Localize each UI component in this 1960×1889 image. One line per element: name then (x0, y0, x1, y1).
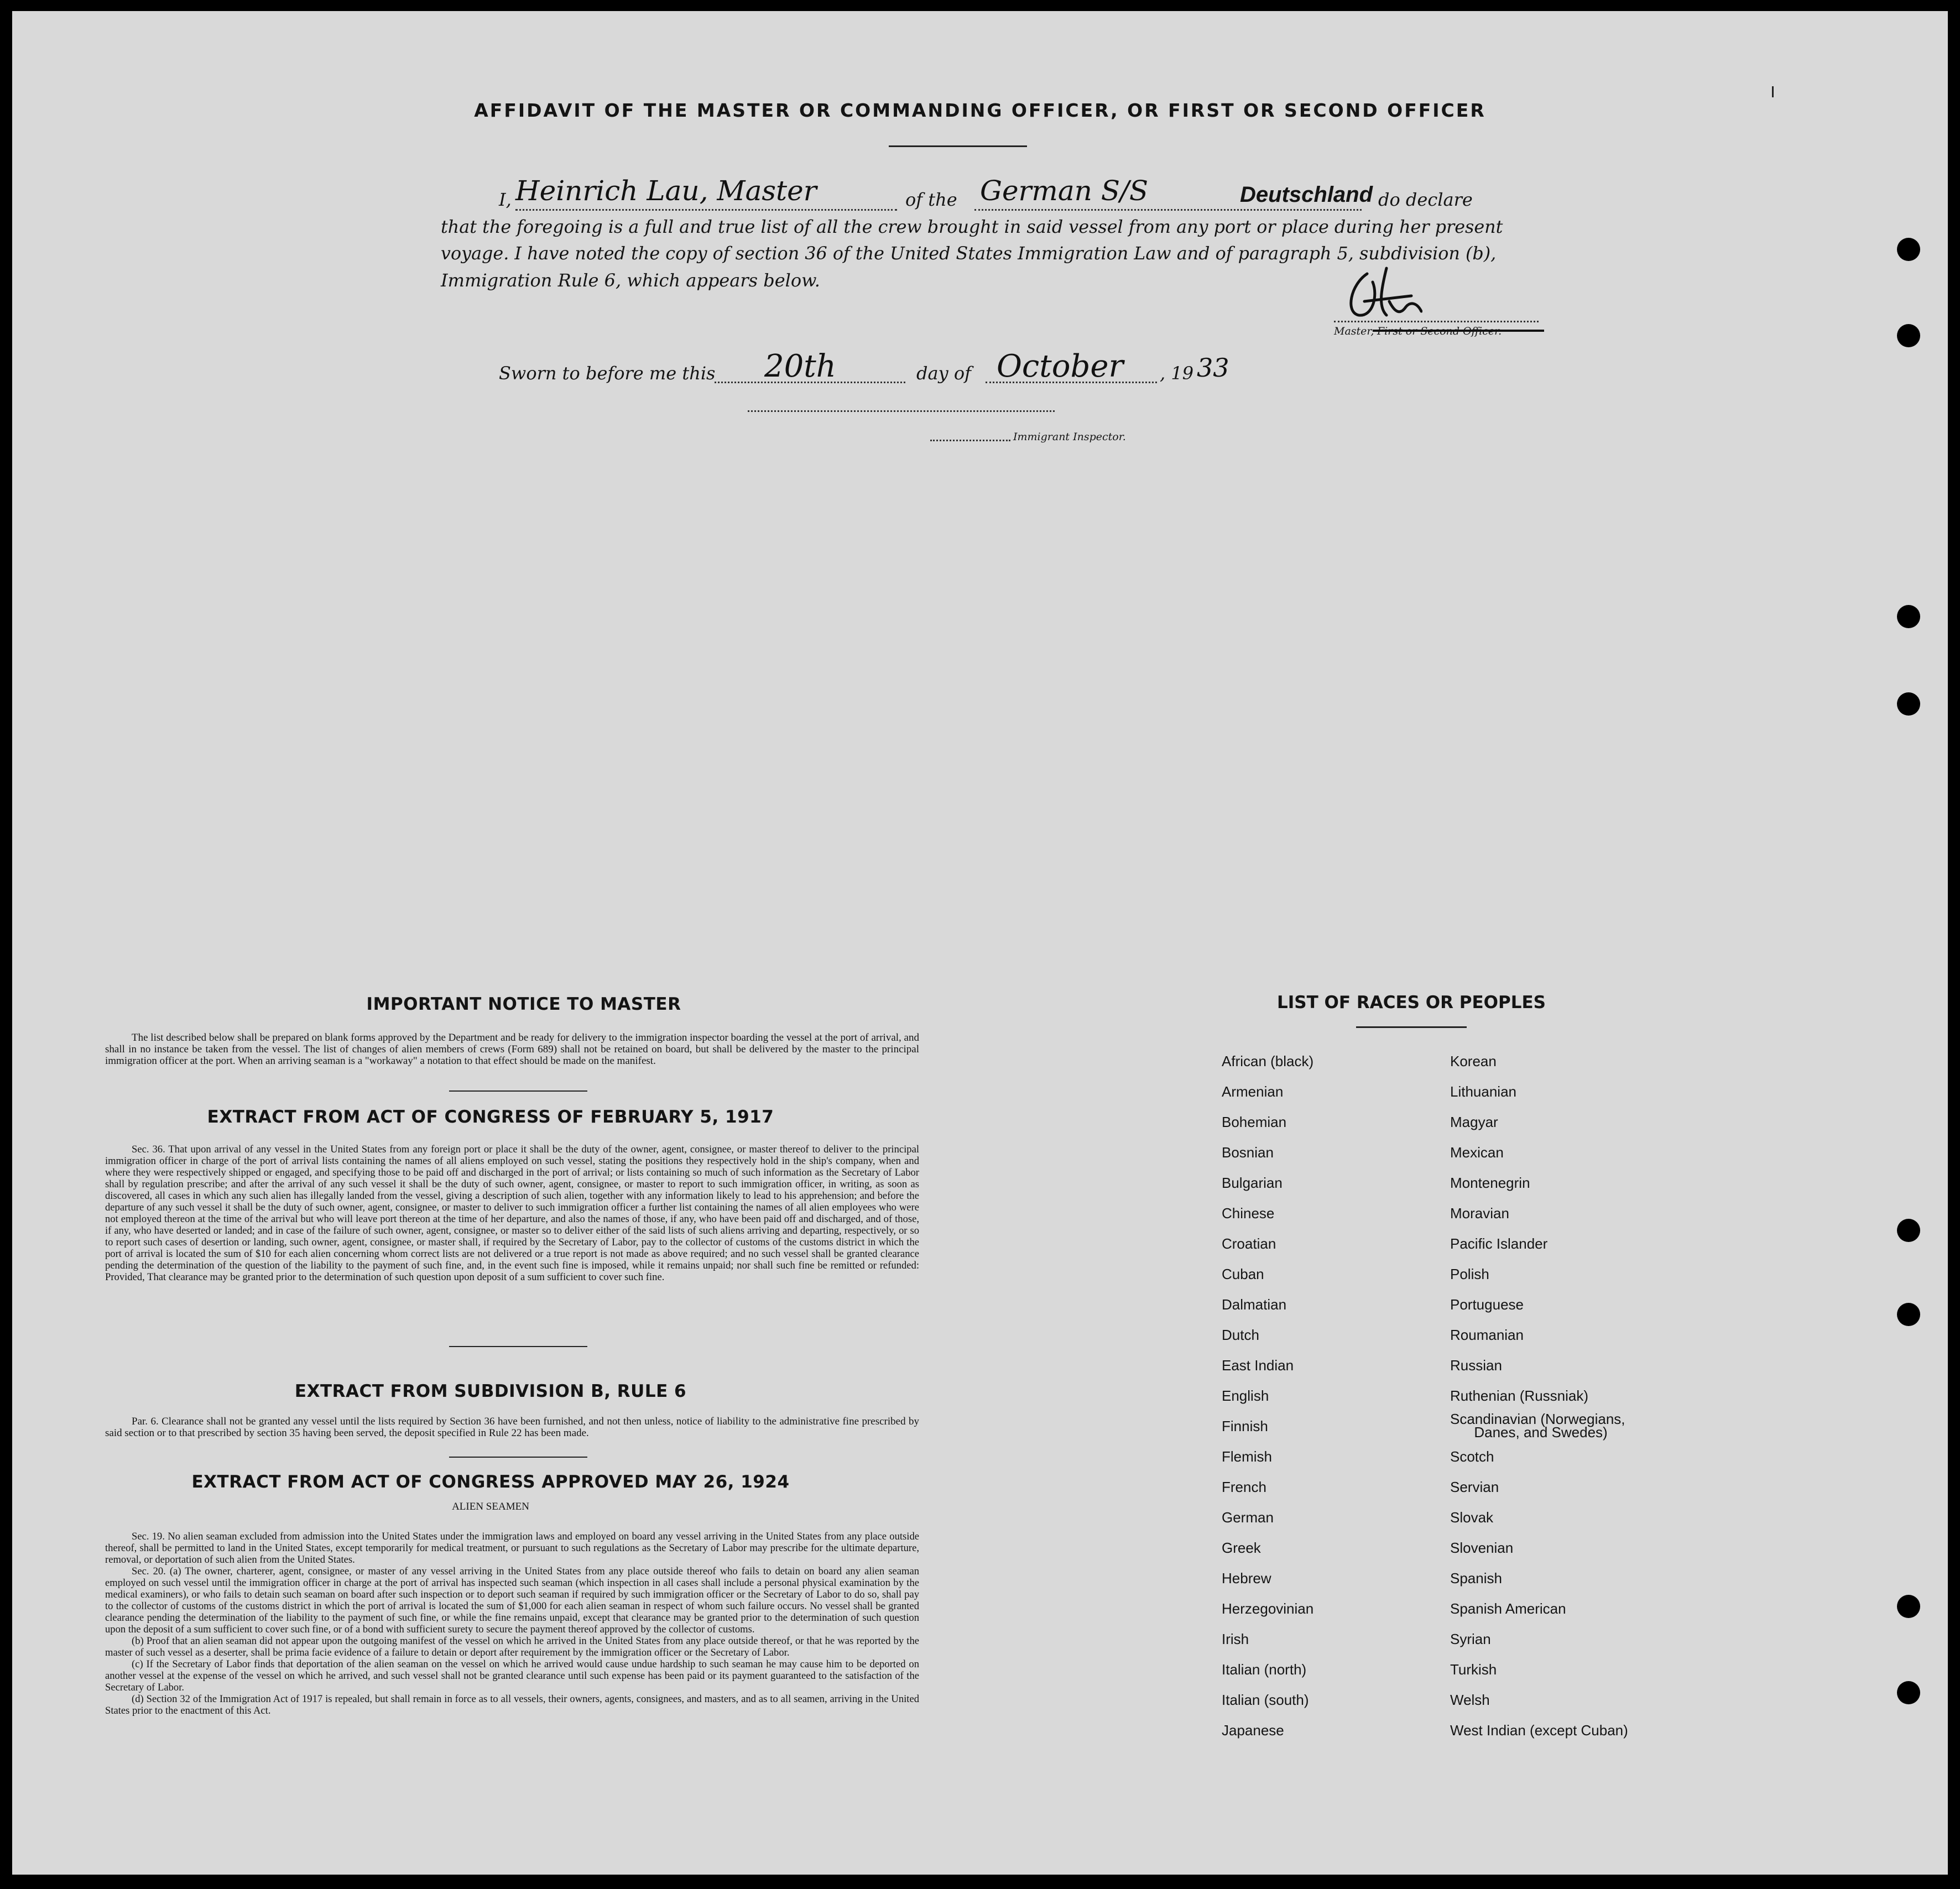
sec20d-paragraph: (d) Section 32 of the Immigration Act of 1917 is repealed, but shall remain in force as to all vessels, their owners, agents, consignees, and masters, and as to all seamen, arriving in the United States prior to the enactment of this Act. (105, 1693, 919, 1716)
race-item: Lithuanian (1450, 1083, 1516, 1100)
race-item: Pacific Islander (1450, 1235, 1548, 1252)
sworn-year-handwritten: 33 (1197, 353, 1229, 383)
section-divider (449, 1457, 587, 1458)
inspector-label: Immigrant Inspector. (1013, 431, 1126, 443)
race-item: African (black) (1222, 1053, 1314, 1069)
rule6-paragraph: Par. 6. Clearance shall not be granted any vessel until the lists required by Section 36 have been furnished, and not then unless, notice of liability to the administrative fine prescribed by said section or to that prescribed by section 35 having been served, the deposit specified in Rule 22 has been made. (105, 1416, 919, 1439)
declaration-suffix: do declare (1378, 189, 1473, 210)
race-item: Italian (south) (1222, 1692, 1309, 1708)
race-item: Servian (1450, 1479, 1499, 1495)
sworn-day-of: day of (916, 363, 971, 384)
master-name-handwritten: Heinrich Lau, Master (515, 175, 817, 207)
punch-hole (1897, 692, 1920, 716)
punch-hole (1897, 238, 1920, 261)
extract-1917-body (105, 1144, 919, 1283)
race-item: Korean (1450, 1053, 1497, 1069)
punch-hole (1897, 1219, 1920, 1242)
punch-hole (1897, 1303, 1920, 1326)
race-item: Slovak (1450, 1509, 1494, 1526)
race-item: Cuban (1222, 1266, 1264, 1282)
race-item: Dutch (1222, 1327, 1259, 1343)
race-item: Portuguese (1450, 1296, 1524, 1313)
race-item: Hebrew (1222, 1570, 1271, 1587)
sworn-day-handwritten: 20th (764, 348, 836, 384)
race-item: Syrian (1450, 1631, 1491, 1647)
race-item: Roumanian (1450, 1327, 1524, 1343)
notice-body (105, 1032, 919, 1067)
race-item: Bohemian (1222, 1114, 1287, 1130)
race-item: Irish (1222, 1631, 1249, 1647)
declaration-line-3: voyage. I have noted the copy of section 36 of the United States Immigration Law and of paragraph 5, subdivision (b), (441, 243, 1497, 264)
extract-1924-body (105, 1531, 919, 1716)
extract-1917-paragraph: Sec. 36. That upon arrival of any vessel in the United States from any foreign port or place it shall be the duty of the owner, agent, consignee, or master thereof to deliver to the principal immigration officer in charge of the port of arrival lists containing the names of all aliens employed on such vessel, stating the positions they respectively hold in the ship's company, when and where they were respectively shipped or engaged, and specifying those to be paid off and discharged in the port of arrival; or lists containing so much of such information as the Secretary of Labor shall by regulation prescribe; and after the arrival of any such vessel it shall be the duty of such owner, agent, consignee, or master to report to such immigration officer, in writing, as soon as discovered, all cases in which any such alien has illegally landed from the vessel, giving a description of such alien, together with any information likely to lead to his apprehension; and before the departure of any such vessel it shall be the duty of such owner, agent, consignee, or master to deliver to such immigration officer a further list containing the names of all alien employees who were not employed thereon at the time of the arrival but who will leave port thereon at the time of her departure, and also the names of those, if any, who have been paid off and discharged, and of those, if any, who have deserted or landed; and in case of the failure of such owner, agent, consignee, or master so to deliver either of the said lists of such aliens arriving and departing, respectively, or so to report such cases of desertion or landing, such owner, agent, consignee, or master shall, if required by the Secretary of Labor, pay to the collector of customs of the customs district in which the port of arrival is located the sum of $10 for each alien concerning whom correct lists are not delivered or a true report is not made as above required; and no such vessel shall be granted clearance pending the determination of the question of the liability to the payment of such fine, and, in the event such fine is imposed, while it remains unpaid; nor shall such fine be remitted or refunded: Provided, That clearance may be granted prior to the determination of such question upon deposit of a sum sufficient to cover such fine. (105, 1144, 919, 1283)
extract-1924-subtitle: ALIEN SEAMEN (452, 1501, 529, 1512)
race-item: West Indian (except Cuban) (1450, 1722, 1628, 1739)
margin-mark (1772, 86, 1774, 97)
race-item: Dalmatian (1222, 1296, 1287, 1313)
race-item: Ruthenian (Russniak) (1450, 1387, 1589, 1404)
race-item: Scandinavian (Norwegians, Danes, and Swedes) (1450, 1411, 1625, 1441)
sec20a-paragraph: Sec. 20. (a) The owner, charterer, agent, consignee, or master of any vessel arriving in the United States from any place outside thereof who fails to detain on board any alien seaman employed on such vessel until the immigration officer in charge at the port of arrival has inspected such seaman (which inspection in all cases shall include a personal physical examination by the medical examiners), or who fails to detain such seaman on board after such inspection or to deport such seaman if required by such immigration officer or the Secretary of Labor to do so, shall pay to the collector of customs of the customs district in which the port of arrival is located the sum of $1,000 for each alien seaman in respect of whom such failure occurs. No vessel shall be granted clearance pending the determination of the liability to the payment of such fine, or while the fine remains unpaid, except that clearance may be granted prior to the determination of such question upon the deposit of a sum sufficient to cover such fine, or of a bond with sufficient surety to secure the payment thereof approved by the collector of customs. (105, 1566, 919, 1635)
sec20c-paragraph: (c) If the Secretary of Labor finds that deportation of the alien seaman on the vessel on which he arrived would cause undue hardship to such seaman he may cause him to be deported on another vessel at the expense of the vessel on which he arrived, and such vessel shall not be granted clearance until such expense has been paid or its payment guaranteed to the satisfaction of the Secretary of Labor. (105, 1658, 919, 1693)
race-item: Flemish (1222, 1448, 1273, 1465)
ship-name-stamp: Deutschland (1240, 182, 1373, 207)
race-item: Spanish American (1450, 1600, 1566, 1617)
race-item: Armenian (1222, 1083, 1284, 1100)
signature-label-struck: First or Second Officer. (1377, 325, 1502, 337)
signature-label-master: Master, (1334, 325, 1374, 337)
declaration-line-4: Immigration Rule 6, which appears below. (441, 270, 820, 291)
rule6-title: EXTRACT FROM SUBDIVISION B, RULE 6 (294, 1381, 687, 1401)
section-divider (449, 1346, 587, 1347)
punch-hole (1897, 324, 1920, 347)
inspector-label-leader (930, 440, 1010, 441)
race-item: Moravian (1450, 1205, 1509, 1222)
race-item: Spanish (1450, 1570, 1502, 1587)
race-item: Scotch (1450, 1448, 1494, 1465)
form-page (12, 11, 1948, 1875)
inspector-signature-line (748, 410, 1055, 412)
race-item: Montenegrin (1450, 1175, 1530, 1191)
race-item: Chinese (1222, 1205, 1275, 1222)
rule6-body (105, 1416, 919, 1439)
signature-line (1334, 321, 1539, 322)
race-item: English (1222, 1387, 1269, 1404)
race-item: Croatian (1222, 1235, 1276, 1252)
race-item: French (1222, 1479, 1266, 1495)
race-item: East Indian (1222, 1357, 1294, 1374)
race-item: Welsh (1450, 1692, 1490, 1708)
race-item: Polish (1450, 1266, 1489, 1282)
declaration-of: of the (905, 189, 957, 210)
master-signature (1334, 263, 1422, 335)
race-item: German (1222, 1509, 1274, 1526)
notice-title: IMPORTANT NOTICE TO MASTER (366, 994, 681, 1014)
race-item: Bosnian (1222, 1144, 1274, 1161)
sec19-paragraph: Sec. 19. No alien seaman excluded from admission into the United States under the immigration laws and employed on board any vessel arriving in the United States from any place outside thereof, shall be permitted to land in the United States, except temporarily for medical treatment, or pursuant to such regulations as the Secretary of Labor may prescribe for the ultimate departure, removal, or deportation of such alien from the United States. (105, 1531, 919, 1566)
race-item: Japanese (1222, 1722, 1284, 1739)
race-item: Slovenian (1450, 1540, 1514, 1556)
section-divider (449, 1090, 587, 1092)
title-divider (889, 145, 1027, 147)
vessel-nationality-handwritten: German S/S (980, 175, 1149, 207)
race-item: Herzegovinian (1222, 1600, 1314, 1617)
extract-1917-title: EXTRACT FROM ACT OF CONGRESS OF FEBRUARY 5, 1917 (207, 1107, 774, 1127)
race-item: Greek (1222, 1540, 1261, 1556)
sworn-line (499, 348, 1273, 387)
declaration-line-1 (499, 177, 1533, 210)
master-name-blank (515, 209, 897, 211)
strike-bar (1373, 330, 1544, 332)
sworn-prefix: Sworn to before me this (499, 363, 716, 384)
notice-paragraph: The list described below shall be prepared on blank forms approved by the Department and be ready for delivery to the immigration inspector boarding the vessel at the port of arrival, and shall in no instance be taken from the vessel. The list of changes of alien members of crews (Form 689) shall not be retained on board, but shall be delivered by the master to the principal immigration officer at the port. When an arriving seaman is a "workaway" a notation to that effect should be made on the manifest. (105, 1032, 919, 1067)
sworn-year-prefix: , 19 (1160, 363, 1194, 384)
punch-hole (1897, 1681, 1920, 1704)
race-item: Bulgarian (1222, 1175, 1283, 1191)
declaration-line-2: that the foregoing is a full and true list of all the crew brought in said vessel from any port or place during her present (441, 217, 1503, 237)
affidavit-title: AFFIDAVIT OF THE MASTER OR COMMANDING OFFICER, OR FIRST OR SECOND OFFICER (474, 100, 1486, 121)
race-item: Turkish (1450, 1661, 1497, 1678)
race-item: Magyar (1450, 1114, 1498, 1130)
sec20b-paragraph: (b) Proof that an alien seaman did not appear upon the outgoing manifest of the vessel on which he arrived in the United States from any place outside thereof, or that he was reported by the master of such vessel as a deserter, shall be prima facie evidence of a failure to detain or deport after requirement by the immigration officer or the Secretary of Labor. (105, 1635, 919, 1658)
race-item: Mexican (1450, 1144, 1504, 1161)
vessel-blank (974, 209, 1362, 211)
sworn-month-handwritten: October (997, 348, 1124, 384)
punch-hole (1897, 605, 1920, 628)
races-title: LIST OF RACES OR PEOPLES (1276, 993, 1546, 1013)
race-item: Italian (north) (1222, 1661, 1307, 1678)
race-item: Russian (1450, 1357, 1502, 1374)
race-item: Finnish (1222, 1418, 1268, 1434)
declaration-prefix: I, (499, 189, 512, 210)
extract-1924-title: EXTRACT FROM ACT OF CONGRESS APPROVED MAY 26, 1924 (191, 1472, 790, 1492)
races-divider (1356, 1026, 1467, 1028)
punch-hole (1897, 1595, 1920, 1618)
